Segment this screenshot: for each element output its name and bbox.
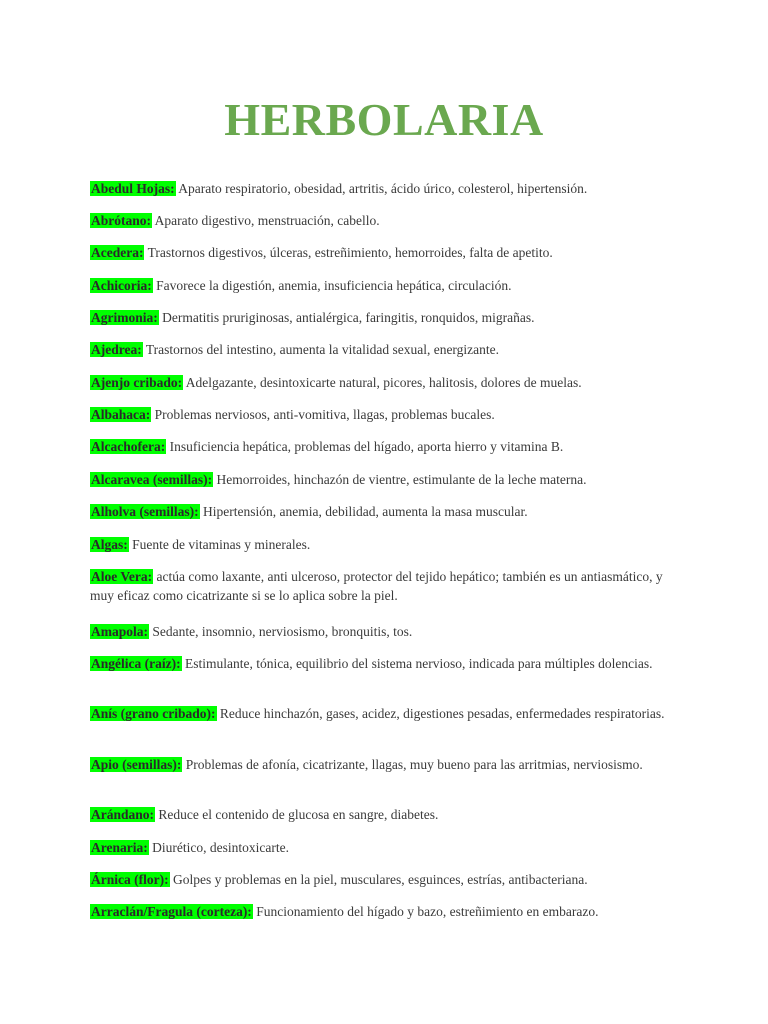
herb-entry bbox=[90, 755, 665, 774]
herb-name: Anís (grano cribado): bbox=[91, 706, 216, 721]
herb-name: Albahaca: bbox=[91, 407, 151, 422]
herb-name: Alholva (semillas): bbox=[91, 504, 199, 519]
herb-entry bbox=[90, 308, 665, 327]
herb-name: Abrótano: bbox=[91, 213, 151, 228]
herb-description: Reduce el contenido de glucosa en sangre, diabetes. bbox=[158, 807, 439, 822]
herb-entry bbox=[90, 437, 665, 456]
herb-description: Sedante, insomnio, nerviosismo, bronquitis, tos. bbox=[152, 624, 413, 639]
page-title: HERBOLARIA bbox=[224, 94, 544, 145]
herb-entry bbox=[90, 870, 665, 889]
herb-description: Adelgazante, desintoxicarte natural, picores, halitosis, dolores de muelas. bbox=[185, 375, 582, 390]
herb-name: Ajenjo cribado: bbox=[91, 375, 183, 390]
herb-name: Acedera: bbox=[91, 245, 144, 260]
herb-entry bbox=[90, 704, 665, 723]
herb-entry bbox=[90, 179, 665, 198]
herb-name: Agrimonia: bbox=[91, 310, 158, 325]
herb-name: Apio (semillas): bbox=[91, 757, 182, 772]
herb-entry bbox=[90, 470, 665, 489]
herb-entry bbox=[90, 405, 665, 424]
herb-entry bbox=[90, 373, 665, 392]
herb-description: Aparato respiratorio, obesidad, artritis, ácido úrico, colesterol, hipertensión. bbox=[178, 181, 588, 196]
herb-description: Diurético, desintoxicarte. bbox=[152, 840, 289, 855]
herb-name: Ajedrea: bbox=[91, 342, 142, 357]
herb-name: Alcachofera: bbox=[91, 439, 166, 454]
herb-description: Hipertensión, anemia, debilidad, aumenta la masa muscular. bbox=[203, 504, 528, 519]
herb-name: Algas: bbox=[91, 537, 128, 552]
herb-description: Estimulante, tónica, equilibrio del sistema nervioso, indicada para múltiples dolencias. bbox=[184, 656, 653, 671]
herb-description: Funcionamiento del hígado y bazo, estreñimiento en embarazo. bbox=[256, 904, 599, 919]
herb-name: Arraclán/Fragula (corteza): bbox=[91, 904, 252, 919]
herb-entry bbox=[90, 340, 665, 359]
herb-description: Problemas de afonía, cicatrizante, llagas, muy bueno para las arritmias, nerviosismo. bbox=[185, 757, 643, 772]
herb-description: Insuficiencia hepática, problemas del hígado, aporta hierro y vitamina B. bbox=[169, 439, 564, 454]
herb-entry bbox=[90, 902, 665, 921]
herb-name: Árnica (flor): bbox=[91, 872, 169, 887]
herb-entry bbox=[90, 654, 665, 673]
herb-list bbox=[90, 0, 680, 1024]
herb-entry bbox=[90, 211, 665, 230]
herb-name: Arándano: bbox=[91, 807, 155, 822]
herb-description: Reduce hinchazón, gases, acidez, digestiones pesadas, enfermedades respiratorias. bbox=[219, 706, 665, 721]
herb-name: Amapola: bbox=[91, 624, 148, 639]
herb-description: Trastornos digestivos, úlceras, estreñimiento, hemorroides, falta de apetito. bbox=[147, 245, 553, 260]
herb-entry bbox=[90, 805, 665, 824]
herb-description: Golpes y problemas en la piel, musculares, esguinces, estrías, antibacteriana. bbox=[172, 872, 588, 887]
herb-name: Achicoria: bbox=[91, 278, 152, 293]
herb-description: Dermatitis pruriginosas, antialérgica, faringitis, ronquidos, migrañas. bbox=[162, 310, 535, 325]
herb-entry bbox=[90, 243, 665, 262]
herb-name: Arenaria: bbox=[91, 840, 148, 855]
herb-entry bbox=[90, 276, 665, 295]
herb-name: Aloe Vera: bbox=[91, 569, 153, 584]
herb-name: Alcaravea (semillas): bbox=[91, 472, 213, 487]
herb-name: Angélica (raíz): bbox=[91, 656, 181, 671]
herb-entry bbox=[90, 622, 665, 641]
herb-description: Trastornos del intestino, aumenta la vitalidad sexual, energizante. bbox=[145, 342, 500, 357]
herb-entry bbox=[90, 567, 665, 605]
herb-description: Hemorroides, hinchazón de vientre, estimulante de la leche materna. bbox=[216, 472, 587, 487]
herb-description: Problemas nerviosos, anti-vomitiva, llagas, problemas bucales. bbox=[154, 407, 495, 422]
herb-entry bbox=[90, 502, 665, 521]
herb-description: Aparato digestivo, menstruación, cabello. bbox=[154, 213, 380, 228]
herb-entry bbox=[90, 838, 665, 857]
herb-description: actúa como laxante, anti ulceroso, protector del tejido hepático; también es un antiasmático, y muy eficaz como cicatrizante si se lo aplica sobre la piel. bbox=[90, 569, 663, 603]
herb-entry bbox=[90, 535, 665, 554]
herb-description: Favorece la digestión, anemia, insuficiencia hepática, circulación. bbox=[156, 278, 512, 293]
herb-name: Abedul Hojas: bbox=[91, 181, 175, 196]
herb-description: Fuente de vitaminas y minerales. bbox=[132, 537, 311, 552]
